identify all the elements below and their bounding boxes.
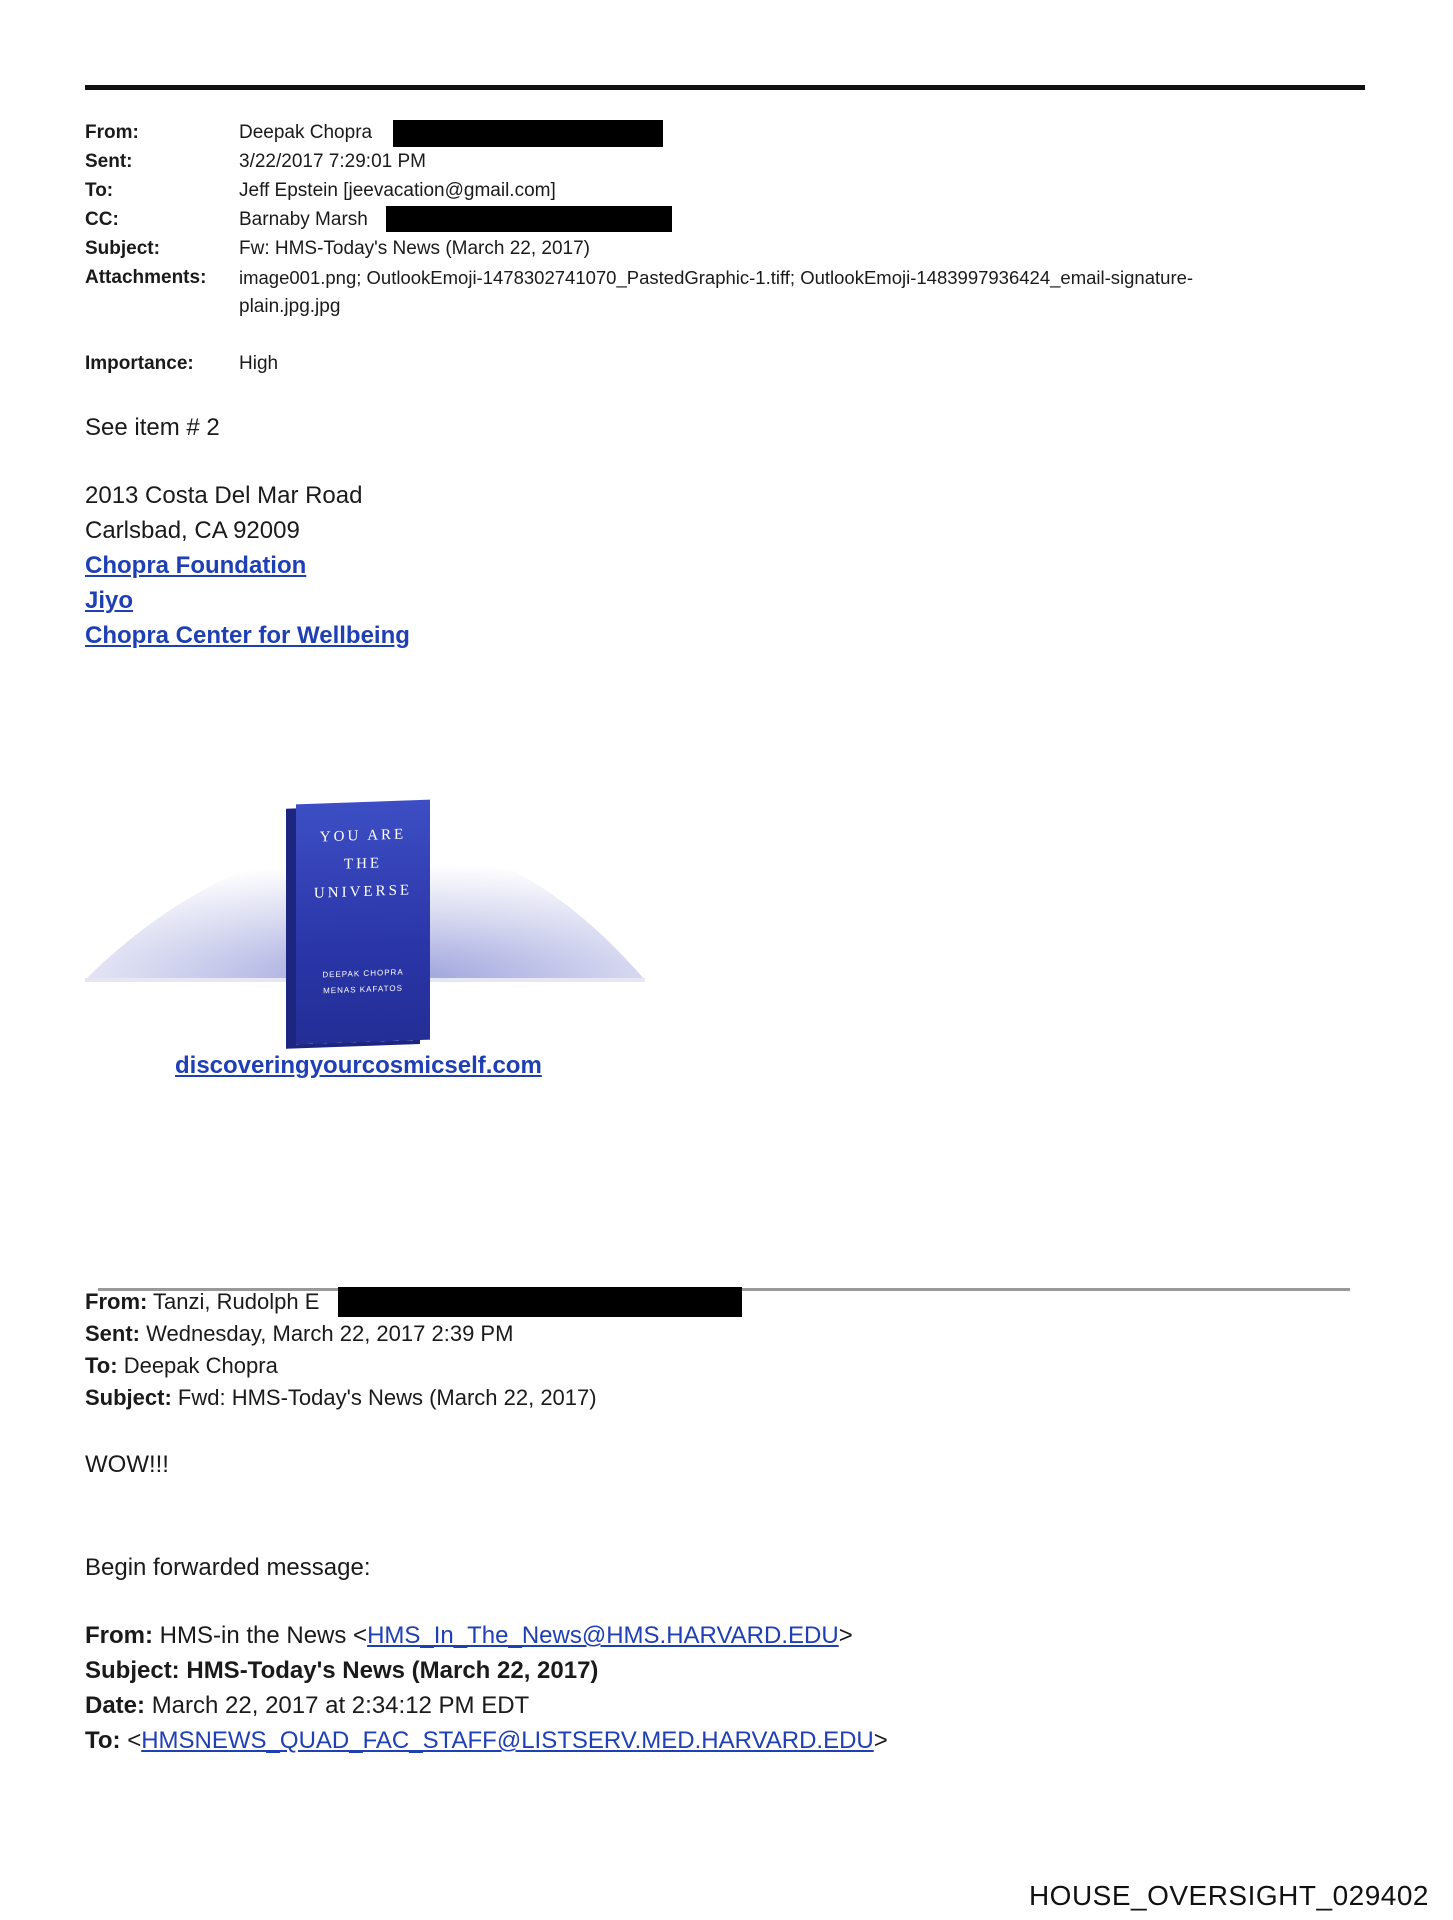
address-line-2: Carlsbad, CA 92009 <box>85 517 300 544</box>
book-title-line: UNIVERSE <box>313 882 413 902</box>
fwd1-from-row <box>85 1286 319 1318</box>
from-label: From: <box>85 122 139 143</box>
fwd2-from-label: From: <box>85 1622 153 1649</box>
fwd2-from-name: HMS-in the News < <box>159 1622 368 1649</box>
fwd1-sent-label: Sent: <box>85 1321 140 1346</box>
fwd1-from-value: Tanzi, Rudolph E <box>153 1289 320 1314</box>
begin-forwarded-text: Begin forwarded message: <box>85 1554 371 1581</box>
fwd2-from-close: > <box>838 1622 853 1649</box>
attachments-line1: image001.png; OutlookEmoji-1478302741070_PastedGraphic-1.tiff; OutlookEmoji-1483997936424_email-signature- <box>239 267 1194 288</box>
cosmic-self-link[interactable]: discoveringyourcosmicself.com <box>175 1052 542 1079</box>
fwd2-from-row <box>85 1618 853 1653</box>
fwd2-to-close: > <box>873 1727 888 1754</box>
fwd1-sent-row <box>85 1318 513 1350</box>
fwd1-to-label: To: <box>85 1353 118 1378</box>
book-cover <box>296 800 430 1045</box>
sent-value: 3/22/2017 7:29:01 PM <box>239 151 426 172</box>
bates-number: HOUSE_OVERSIGHT_029402 <box>1028 1880 1429 1911</box>
see-item-text: See item # 2 <box>85 414 220 441</box>
fwd2-to-email-link[interactable]: HMSNEWS_QUAD_FAC_STAFF@LISTSERV.MED.HARVARD.EDU <box>141 1727 874 1754</box>
importance-label: Importance: <box>85 353 194 374</box>
importance-value: High <box>239 353 279 374</box>
address-line-1: 2013 Costa Del Mar Road <box>85 482 363 509</box>
chopra-foundation-link[interactable]: Chopra Foundation <box>85 552 307 579</box>
fwd2-to-label: To: <box>85 1727 121 1754</box>
from-value: Deepak Chopra <box>239 122 373 143</box>
book-author: MENAS KAFATOS <box>323 983 403 996</box>
fwd2-subject-value: HMS-Today's News (March 22, 2017) <box>186 1657 599 1684</box>
fwd2-to-row <box>85 1723 888 1758</box>
jiyo-link[interactable]: Jiyo <box>85 587 134 614</box>
book-title-line: THE <box>343 855 383 873</box>
fwd1-sent-value: Wednesday, March 22, 2017 2:39 PM <box>146 1321 514 1346</box>
fwd1-subject-row <box>85 1382 597 1414</box>
fwd2-date-row <box>85 1688 529 1723</box>
attachments-label: Attachments: <box>85 267 207 288</box>
fwd1-from-label: From: <box>85 1289 148 1314</box>
book-author: DEEPAK CHOPRA <box>322 967 404 980</box>
redaction-box <box>393 120 663 147</box>
cc-label: CC: <box>85 209 119 230</box>
top-rule <box>85 85 1365 90</box>
cc-value: Barnaby Marsh <box>239 209 368 230</box>
redaction-box <box>386 206 672 232</box>
fwd1-to-value: Deepak Chopra <box>123 1353 278 1378</box>
fwd1-subject-label: Subject: <box>85 1385 172 1410</box>
subject-label: Subject: <box>85 238 160 259</box>
fwd2-subject-label: Subject: <box>85 1657 180 1684</box>
attachments-line2: plain.jpg.jpg <box>239 296 341 317</box>
subject-value: Fw: HMS-Today's News (March 22, 2017) <box>239 238 591 259</box>
fwd2-subject-row <box>85 1653 598 1688</box>
fwd1-message: WOW!!! <box>85 1451 169 1478</box>
to-value: Jeff Epstein [jeevacation@gmail.com] <box>239 180 556 201</box>
sent-label: Sent: <box>85 151 133 172</box>
to-label: To: <box>85 180 114 201</box>
fwd1-subject-value: Fwd: HMS-Today's News (March 22, 2017) <box>177 1385 597 1410</box>
fwd2-date-label: Date: <box>85 1692 146 1719</box>
fwd2-date-value: March 22, 2017 at 2:34:12 PM EDT <box>151 1692 530 1719</box>
fwd2-from-email-link[interactable]: HMS_In_The_News@HMS.HARVARD.EDU <box>367 1622 839 1649</box>
chopra-center-link[interactable]: Chopra Center for Wellbeing <box>85 622 410 649</box>
redaction-box <box>338 1287 742 1317</box>
fwd2-to-open: < <box>127 1727 142 1754</box>
book-title-line: YOU ARE <box>319 826 407 846</box>
site-link-row <box>175 1052 542 1080</box>
fwd1-to-row <box>85 1350 278 1382</box>
